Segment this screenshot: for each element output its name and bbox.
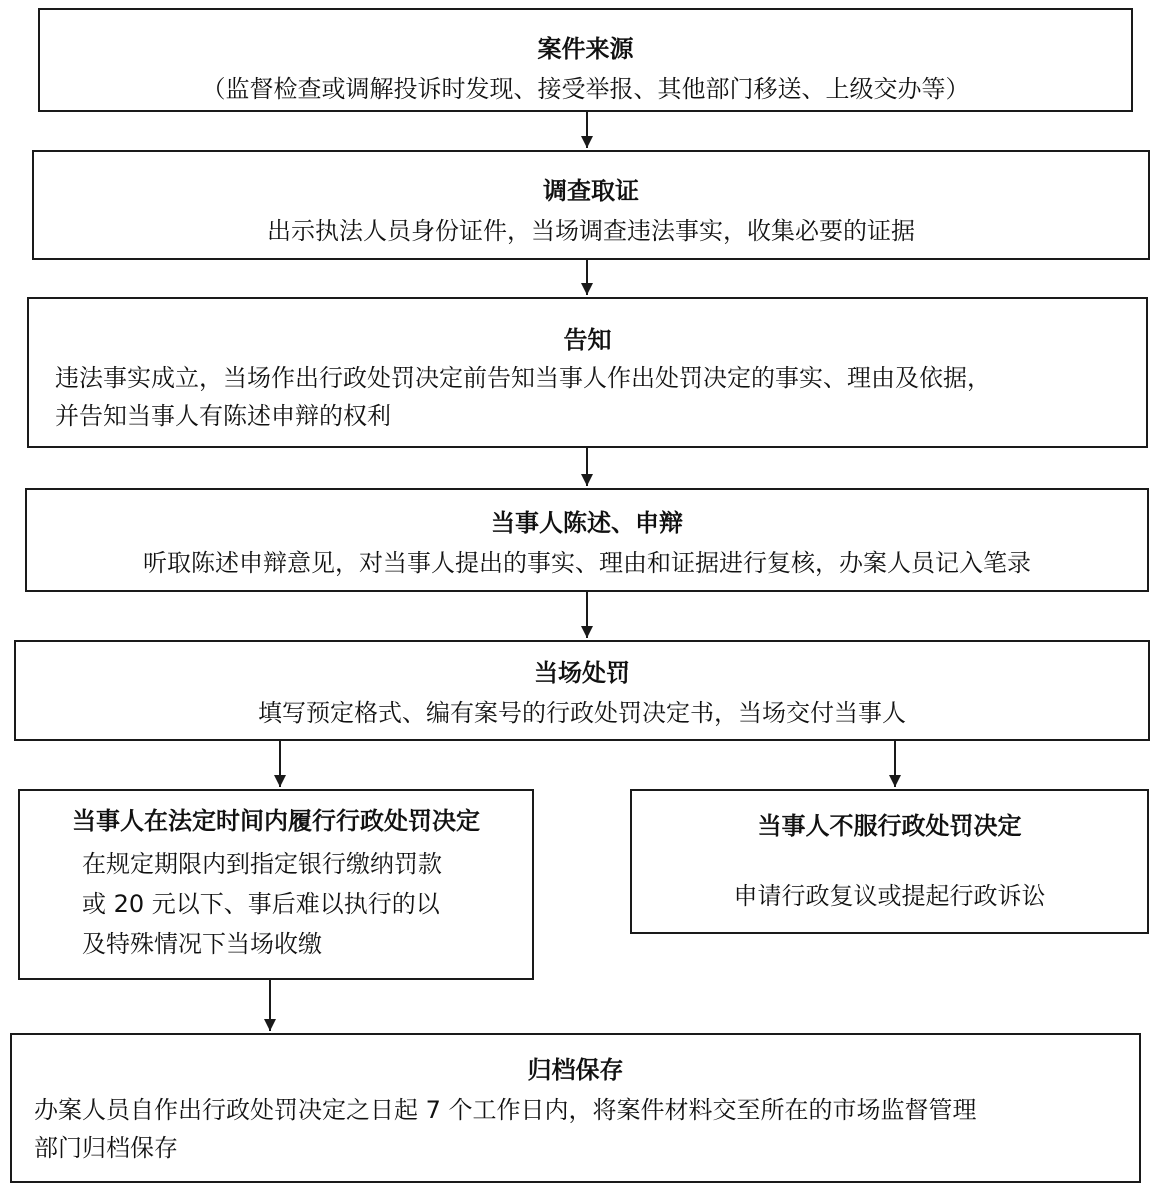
- step-title: 归档保存: [527, 1056, 624, 1084]
- arrowhead: [581, 626, 593, 638]
- step-title: 当事人不服行政处罚决定: [757, 812, 1022, 840]
- step-description: 出示执法人员身份证件，当场调查违法事实，收集必要的证据: [267, 217, 915, 245]
- step-description-line: 部门归档保存: [34, 1134, 178, 1162]
- arrowhead: [581, 136, 593, 148]
- arrowhead: [889, 775, 901, 787]
- step-description: （监督检查或调解投诉时发现、接受举报、其他部门移送、上级交办等）: [201, 75, 970, 103]
- arrowhead: [581, 283, 593, 295]
- step-description-line: 违法事实成立，当场作出行政处罚决定前告知当事人作出处罚决定的事实、理由及依据，: [55, 364, 991, 392]
- step-description-line: 在规定期限内到指定银行缴纳罚款: [82, 850, 442, 878]
- step-description-line: 及特殊情况下当场收缴: [82, 930, 322, 958]
- step-title: 案件来源: [537, 35, 634, 63]
- arrowhead: [274, 775, 286, 787]
- step-description-line: 或 20 元以下、事后难以执行的以: [82, 890, 440, 918]
- arrowhead: [581, 474, 593, 486]
- step-title: 当场处罚: [534, 659, 630, 687]
- step-description: 填写预定格式、编有案号的行政处罚决定书，当场交付当事人: [258, 699, 906, 727]
- step-description-line: 办案人员自作出行政处罚决定之日起 7 个工作日内，将案件材料交至所在的市场监督管理: [34, 1096, 977, 1124]
- arrowhead: [264, 1019, 276, 1031]
- step-title: 告知: [563, 326, 612, 354]
- step-description-line: 并告知当事人有陈述申辩的权利: [55, 402, 391, 430]
- step-title: 当事人陈述、申辩: [491, 509, 683, 537]
- step-description: 听取陈述申辩意见，对当事人提出的事实、理由和证据进行复核，办案人员记入笔录: [143, 549, 1031, 577]
- step-title: 当事人在法定时间内履行行政处罚决定: [72, 807, 480, 835]
- step-title: 调查取证: [543, 177, 639, 205]
- step-description: 申请行政复议或提起行政诉讼: [733, 882, 1046, 910]
